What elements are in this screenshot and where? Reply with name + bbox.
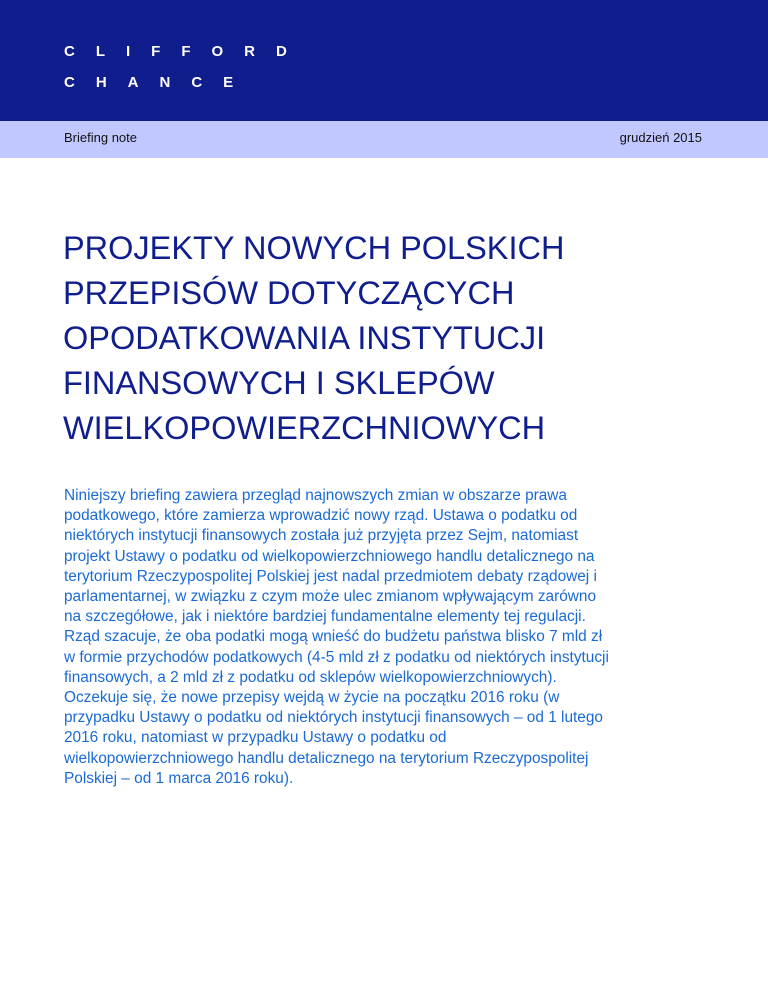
- lead-line: przypadku Ustawy o podatku od niektórych instytucji finansowych – od 1 lutego: [64, 709, 603, 727]
- lead-line: wielkopowierzchniowego handlu detalicznego na terytorium Rzeczypospolitej: [64, 749, 589, 767]
- lead-line: niektórych instytucji finansowych została już przyjęta przez Sejm, natomiast: [64, 527, 579, 545]
- lead-line: finansowych, a 2 mld zł z podatku od sklepów wielkopowierzchniowych).: [64, 668, 557, 686]
- header-band: [0, 0, 768, 121]
- title-line: FINANSOWYCH I SKLEPÓW: [63, 365, 495, 401]
- lead-line: na szczegółowe, jak i niektóre bardziej fundamentalne elementy tej regulacji.: [64, 608, 586, 626]
- title-line: WIELKOPOWIERZCHNIOWYCH: [63, 410, 546, 446]
- lead-line: terytorium Rzeczypospolitej Polskiej jest nadal przedmiotem debaty rządowej i: [64, 567, 597, 585]
- logo-line-2: CHANCE: [64, 74, 255, 91]
- lead-line: w formie przychodów podatkowych (4-5 mld zł z podatku od niektórych instytucji: [64, 648, 609, 666]
- lead-paragraph: [64, 486, 714, 789]
- document-date: grudzień 2015: [619, 130, 702, 145]
- title-line: PRZEPISÓW DOTYCZĄCYCH: [63, 275, 515, 311]
- lead-line: projekt Ustawy o podatku od wielkopowierzchniowego handlu detalicznego na: [64, 547, 595, 565]
- title-line: OPODATKOWANIA INSTYTUCJI: [63, 320, 546, 356]
- meta-band: [0, 121, 768, 158]
- lead-line: Oczekuje się, że nowe przepisy wejdą w życie na początku 2016 roku (w: [64, 689, 560, 707]
- title-line: PROJEKTY NOWYCH POLSKICH: [63, 230, 565, 266]
- lead-line: Rząd szacuje, że oba podatki mogą wnieść do budżetu państwa blisko 7 mld zł: [64, 628, 603, 646]
- lead-line: parlamentarnej, w związku z czym może ulec zmianom wpływającym zarówno: [64, 588, 597, 606]
- document-title: [63, 226, 723, 451]
- company-logo: [64, 36, 308, 98]
- lead-line: Niniejszy briefing zawiera przegląd najnowszych zmian w obszarze prawa: [64, 487, 567, 504]
- lead-line: Polskiej – od 1 marca 2016 roku).: [64, 769, 294, 787]
- document-type: Briefing note: [64, 130, 137, 145]
- lead-line: podatkowego, które zamierza wprowadzić nowy rząd. Ustawa o podatku od: [64, 507, 578, 525]
- logo-line-1: CLIFFORD: [64, 43, 308, 60]
- lead-line: 2016 roku, natomiast w przypadku Ustawy o podatku od: [64, 729, 447, 747]
